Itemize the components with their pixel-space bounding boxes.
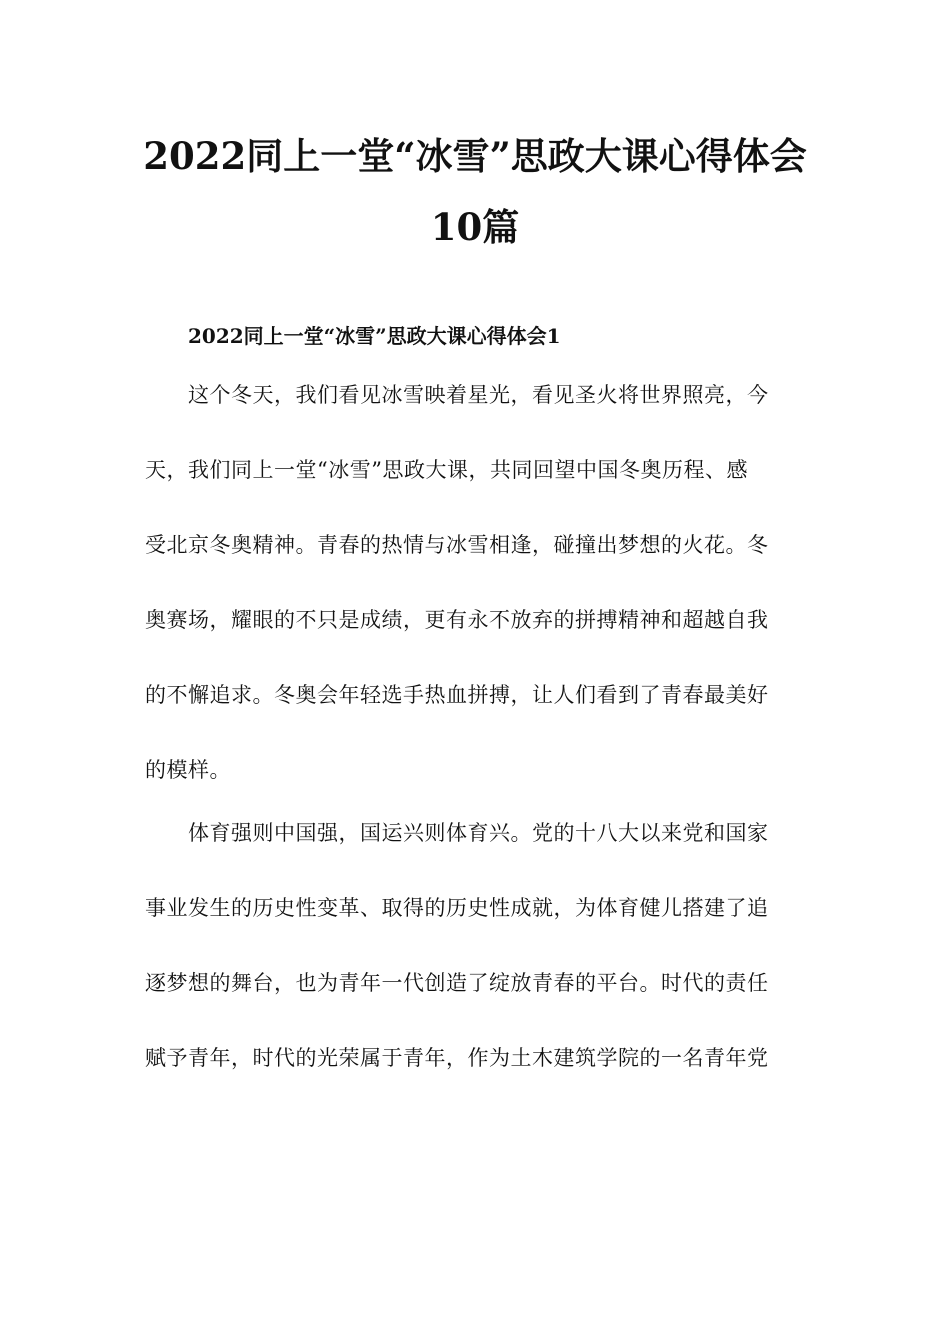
paragraph-line: 这个冬天，我们看见冰雪映着星光，看见圣火将世界照亮，今	[188, 383, 769, 407]
paragraph-line: 奥赛场，耀眼的不只是成绩，更有永不放弃的拼搏精神和超越自我	[145, 608, 769, 632]
document-title-line-2: 10篇	[430, 205, 520, 249]
paragraph-line: 赋予青年，时代的光荣属于青年，作为土木建筑学院的一名青年党	[145, 1046, 769, 1070]
paragraph-line: 事业发生的历史性变革、取得的历史性成就，为体育健儿搭建了追	[145, 896, 769, 920]
document-title-line-1: 2022同上一堂“冰雪”思政大课心得体会	[143, 134, 807, 178]
paragraph-line: 天，我们同上一堂“冰雪”思政大课，共同回望中国冬奥历程、感	[145, 458, 748, 482]
paragraph-line: 的模样。	[145, 758, 231, 782]
paragraph-line: 逐梦想的舞台，也为青年一代创造了绽放青春的平台。时代的责任	[145, 971, 769, 995]
paragraph-line: 体育强则中国强，国运兴则体育兴。党的十八大以来党和国家	[188, 821, 769, 845]
paragraph-line: 受北京冬奥精神。青春的热情与冰雪相逢，碰撞出梦想的火花。冬	[145, 533, 769, 557]
section-heading: 2022同上一堂“冰雪”思政大课心得体会1	[188, 324, 561, 348]
paragraph-line: 的不懈追求。冬奥会年轻选手热血拼搏，让人们看到了青春最美好	[145, 683, 769, 707]
